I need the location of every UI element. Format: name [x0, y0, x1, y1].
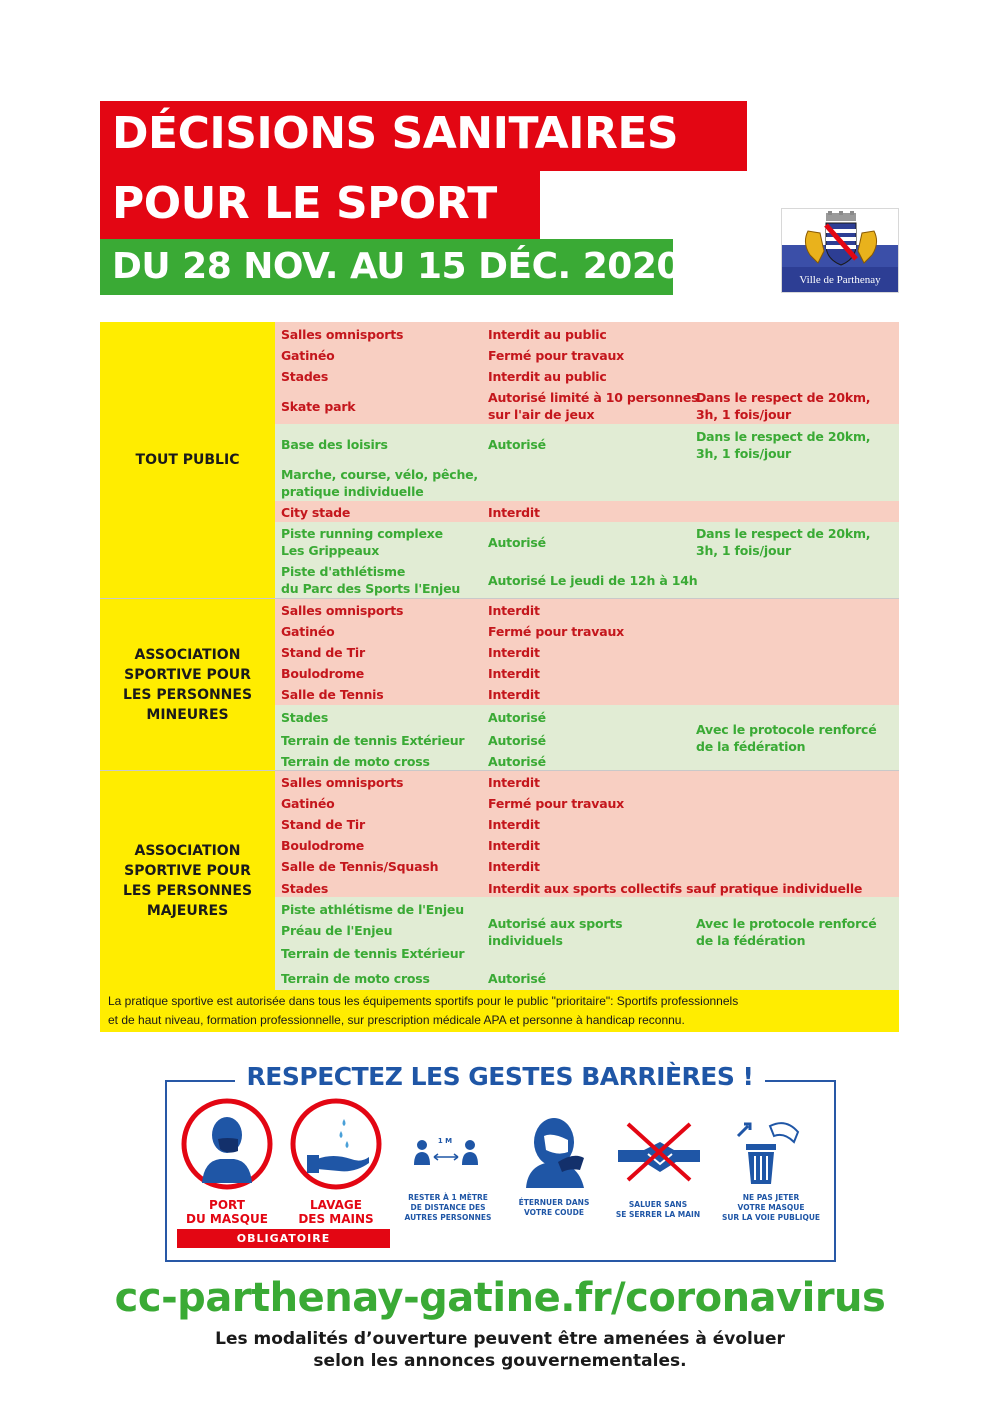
- table-cell: Piste athlétisme de l'Enjeu: [281, 902, 464, 917]
- table-cell: Préau de l'Enjeu: [281, 923, 393, 938]
- table-cell: 3h, 1 fois/jour: [696, 407, 791, 422]
- date-range-banner: DU 28 NOV. AU 15 DÉC. 2020: [100, 239, 673, 295]
- section-label-majeures: ASSOCIATION SPORTIVE POUR LES PERSONNES MAJEURES: [100, 771, 275, 990]
- table-cell: Interdit: [488, 666, 540, 681]
- table-cell: Fermé pour travaux: [488, 624, 624, 639]
- table-cell: Marche, course, vélo, pêche,: [281, 467, 478, 482]
- table-cell: Autorisé aux sports: [488, 916, 623, 931]
- table-cell: Terrain de tennis Extérieur: [281, 733, 465, 748]
- table-cell: Salle de Tennis/Squash: [281, 859, 439, 874]
- table-cell: Autorisé limité à 10 personnes: [488, 390, 699, 405]
- mains-label: LAVAGE DES MAINS: [298, 1198, 374, 1226]
- disclaimer-line-1: Les modalités d’ouverture peuvent être amenées à évoluer: [215, 1329, 785, 1349]
- table-cell: Stades: [281, 881, 329, 896]
- table-cell: Terrain de moto cross: [281, 754, 430, 769]
- table-cell: Interdit: [488, 838, 540, 853]
- table-cell: Gatinéo: [281, 348, 335, 363]
- ville-de-parthenay-logo: [781, 208, 899, 293]
- table-cell: Stades: [281, 369, 329, 384]
- table-cell: Fermé pour travaux: [488, 796, 624, 811]
- table-cell: du Parc des Sports l'Enjeu: [281, 581, 461, 596]
- saluer-label: SALUER SANS SE SERRER LA MAIN: [615, 1200, 701, 1219]
- table-cell: Interdit: [488, 603, 540, 618]
- table-cell: Autorisé: [488, 710, 546, 725]
- table-cell: Base des loisirs: [281, 437, 388, 452]
- table-cell: Skate park: [281, 399, 356, 414]
- trash-can-icon: [734, 1118, 804, 1186]
- table-cell: Autorisé Le jeudi de 12h à 14h: [488, 573, 698, 588]
- table-cell: Interdit: [488, 505, 540, 520]
- table-cell: Autorisé: [488, 535, 546, 550]
- table-cell: 3h, 1 fois/jour: [696, 446, 791, 461]
- footnote-line-1: La pratique sportive est autorisée dans tous les équipements sportifs pour le public "prioritaire": Sportifs professionnels: [108, 994, 739, 1008]
- table-cell: Fermé pour travaux: [488, 348, 624, 363]
- table-cell: Stand de Tir: [281, 645, 365, 660]
- title-line-1: DÉCISIONS SANITAIRES: [100, 101, 747, 171]
- table-cell: Interdit au public: [488, 369, 607, 384]
- table-cell: Gatinéo: [281, 796, 335, 811]
- section-label-tout-public: TOUT PUBLIC: [100, 322, 275, 598]
- table-cell: City stade: [281, 505, 351, 520]
- coat-of-arms-icon: [796, 211, 886, 267]
- table-cell: Dans le respect de 20km,: [696, 429, 871, 444]
- table-cell: Gatinéo: [281, 624, 335, 639]
- table-cell: Stand de Tir: [281, 817, 365, 832]
- table-cell: Les Grippeaux: [281, 543, 380, 558]
- section-label-mineures: ASSOCIATION SPORTIVE POUR LES PERSONNES MINEURES: [100, 599, 275, 770]
- table-cell: Dans le respect de 20km,: [696, 526, 871, 541]
- table-cell: Interdit: [488, 687, 540, 702]
- distance-badge: 1 M: [437, 1137, 453, 1145]
- obligatoire-badge: OBLIGATOIRE: [177, 1229, 390, 1248]
- table-cell: de la fédération: [696, 933, 806, 948]
- table-cell: Terrain de moto cross: [281, 971, 430, 986]
- table-cell: pratique individuelle: [281, 484, 424, 499]
- table-cell: Avec le protocole renforcé: [696, 916, 877, 931]
- table-cell: Terrain de tennis Extérieur: [281, 946, 465, 961]
- distance-label: RESTER À 1 MÈTRE DE DISTANCE DES AUTRES PERSONNES: [404, 1193, 492, 1222]
- disclaimer-line-2: selon les annonces gouvernementales.: [313, 1351, 687, 1371]
- website-link[interactable]: cc-parthenay-gatine.fr/coronavirus: [114, 1275, 886, 1321]
- table-cell: Boulodrome: [281, 838, 365, 853]
- table-cell: Piste running complexe: [281, 526, 443, 541]
- mask-icon: [180, 1097, 274, 1191]
- table-cell: Salles omnisports: [281, 603, 404, 618]
- sneeze-elbow-icon: [518, 1112, 592, 1192]
- table-cell: Autorisé: [488, 733, 546, 748]
- title-line-2: POUR LE SPORT: [100, 171, 540, 239]
- table-cell: Boulodrome: [281, 666, 365, 681]
- logo-caption: Ville de Parthenay: [782, 267, 898, 293]
- footnote: [100, 990, 899, 1032]
- no-handshake-icon: [614, 1120, 704, 1184]
- table-cell: Salle de Tennis: [281, 687, 384, 702]
- table-cell: Salles omnisports: [281, 327, 404, 342]
- table-cell: Interdit: [488, 817, 540, 832]
- table-cell: Interdit: [488, 859, 540, 874]
- coude-label: ÉTERNUER DANS VOTRE COUDE: [518, 1198, 590, 1217]
- table-cell: Stades: [281, 710, 329, 725]
- table-cell: individuels: [488, 933, 563, 948]
- table-cell: Avec le protocole renforcé: [696, 722, 877, 737]
- table-cell: Salles omnisports: [281, 775, 404, 790]
- footnote-line-2: et de haut niveau, formation professionnelle, sur prescription médicale APA et personne à handicap reconnu.: [108, 1013, 685, 1027]
- table-cell: Autorisé: [488, 437, 546, 452]
- masque-label: PORT DU MASQUE: [186, 1198, 268, 1226]
- jeter-label: NE PAS JETER VOTRE MASQUE SUR LA VOIE PUBLIQUE: [721, 1193, 821, 1222]
- table-cell: 3h, 1 fois/jour: [696, 543, 791, 558]
- hand-washing-icon: [289, 1097, 383, 1191]
- table-cell: Interdit: [488, 645, 540, 660]
- table-cell: Dans le respect de 20km,: [696, 390, 871, 405]
- table-cell: Autorisé: [488, 971, 546, 986]
- table-cell: Autorisé: [488, 754, 546, 769]
- table-cell: Interdit au public: [488, 327, 607, 342]
- table-cell: Piste d'athlétisme: [281, 564, 406, 579]
- table-cell: de la fédération: [696, 739, 806, 754]
- gestes-title: RESPECTEZ LES GESTES BARRIÈRES !: [0, 1060, 1000, 1094]
- decisions-table: [100, 322, 899, 1032]
- table-cell: Interdit aux sports collectifs sauf pratique individuelle: [488, 881, 863, 896]
- table-cell: sur l'air de jeux: [488, 407, 595, 422]
- table-cell: Interdit: [488, 775, 540, 790]
